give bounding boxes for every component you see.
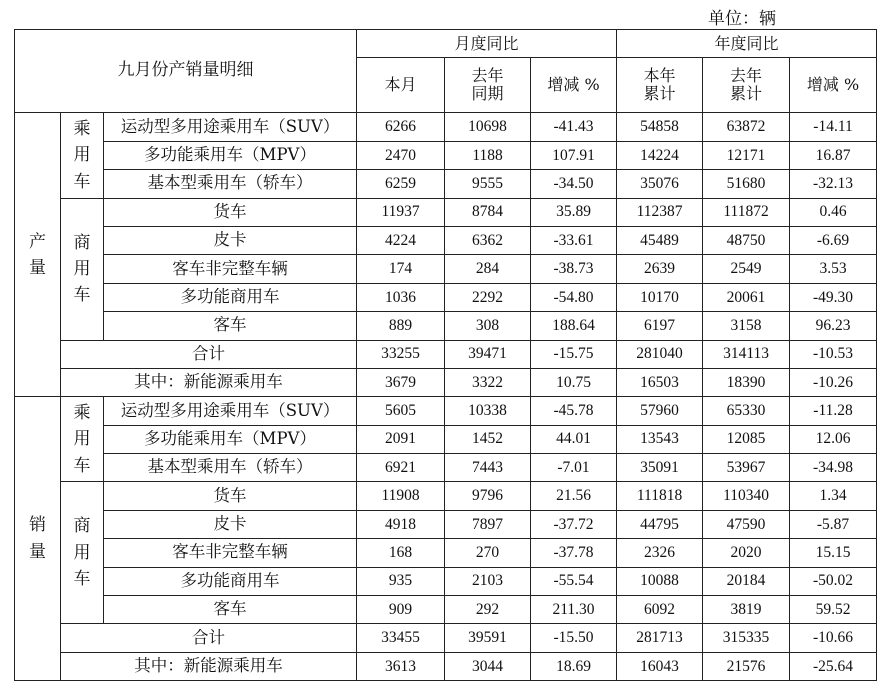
value-cell: 4224 — [357, 226, 445, 254]
group-label: 商 用 车 — [61, 482, 104, 624]
value-cell: 7443 — [445, 454, 531, 482]
value-cell: -50.02 — [790, 567, 877, 595]
value-cell: 65330 — [703, 397, 790, 425]
group-label: 乘 用 车 — [61, 397, 104, 482]
value-cell: 9555 — [445, 170, 531, 198]
value-cell: 33255 — [357, 340, 445, 368]
value-cell: 11908 — [357, 482, 445, 510]
table-row — [15, 312, 877, 340]
value-cell: 270 — [445, 539, 531, 567]
value-cell: 308 — [445, 312, 531, 340]
value-cell: 111818 — [617, 482, 703, 510]
col-last-year-cumulative: 去年 累计 — [703, 58, 790, 113]
value-cell: 18390 — [703, 368, 790, 396]
nev-row — [15, 368, 877, 396]
value-cell: 6259 — [357, 170, 445, 198]
value-cell: 48750 — [703, 226, 790, 254]
value-cell: 0.46 — [790, 198, 877, 226]
table-row — [15, 283, 877, 311]
value-cell: 35.89 — [531, 198, 617, 226]
col-yearly-change: 增减 % — [790, 58, 877, 113]
value-cell: 4918 — [357, 510, 445, 538]
value-cell: 909 — [357, 596, 445, 624]
value-cell: -7.01 — [531, 454, 617, 482]
value-cell: -10.53 — [790, 340, 877, 368]
table-row — [15, 198, 877, 226]
row-name: 合计 — [61, 340, 357, 368]
value-cell: 18.69 — [531, 652, 617, 680]
value-cell: 47590 — [703, 510, 790, 538]
value-cell: 12085 — [703, 425, 790, 453]
value-cell: 3322 — [445, 368, 531, 396]
value-cell: -37.72 — [531, 510, 617, 538]
value-cell: 3613 — [357, 652, 445, 680]
value-cell: 281713 — [617, 624, 703, 652]
value-cell: 44.01 — [531, 425, 617, 453]
row-name: 客车 — [104, 312, 357, 340]
value-cell: 2020 — [703, 539, 790, 567]
value-cell: 2639 — [617, 255, 703, 283]
nev-row — [15, 652, 877, 680]
value-cell: 315335 — [703, 624, 790, 652]
yearly-group-header: 年度同比 — [617, 30, 877, 58]
value-cell: 33455 — [357, 624, 445, 652]
table-row — [15, 567, 877, 595]
value-cell: 112387 — [617, 198, 703, 226]
value-cell: 11937 — [357, 198, 445, 226]
value-cell: -37.78 — [531, 539, 617, 567]
value-cell: 14224 — [617, 141, 703, 169]
value-cell: 13543 — [617, 425, 703, 453]
table-title: 九月份产销量明细 — [15, 30, 357, 113]
value-cell: 2292 — [445, 283, 531, 311]
production-sales-table — [14, 29, 877, 681]
value-cell: 1188 — [445, 141, 531, 169]
total-row — [15, 340, 877, 368]
row-name: 多功能商用车 — [104, 283, 357, 311]
row-name: 皮卡 — [104, 510, 357, 538]
value-cell: 110340 — [703, 482, 790, 510]
value-cell: -15.50 — [531, 624, 617, 652]
value-cell: -10.26 — [790, 368, 877, 396]
row-name: 其中：新能源乘用车 — [61, 652, 357, 680]
row-name: 客车非完整车辆 — [104, 539, 357, 567]
value-cell: -55.54 — [531, 567, 617, 595]
value-cell: -34.50 — [531, 170, 617, 198]
value-cell: 16503 — [617, 368, 703, 396]
value-cell: -38.73 — [531, 255, 617, 283]
value-cell: 3819 — [703, 596, 790, 624]
value-cell: 188.64 — [531, 312, 617, 340]
value-cell: 6197 — [617, 312, 703, 340]
row-name: 皮卡 — [104, 226, 357, 254]
value-cell: -14.11 — [790, 113, 877, 141]
section-label: 产 量 — [15, 113, 61, 397]
total-row — [15, 624, 877, 652]
row-name: 货车 — [104, 482, 357, 510]
value-cell: 15.15 — [790, 539, 877, 567]
value-cell: -49.30 — [790, 283, 877, 311]
value-cell: 39471 — [445, 340, 531, 368]
value-cell: 96.23 — [790, 312, 877, 340]
group-label: 乘 用 车 — [61, 113, 104, 198]
value-cell: 12.06 — [790, 425, 877, 453]
value-cell: 45489 — [617, 226, 703, 254]
value-cell: 44795 — [617, 510, 703, 538]
value-cell: 168 — [357, 539, 445, 567]
table-row — [15, 596, 877, 624]
value-cell: 1452 — [445, 425, 531, 453]
value-cell: -25.64 — [790, 652, 877, 680]
col-last-year-same-period: 去年 同期 — [445, 58, 531, 113]
value-cell: 12171 — [703, 141, 790, 169]
value-cell: 10170 — [617, 283, 703, 311]
value-cell: 16043 — [617, 652, 703, 680]
value-cell: 39591 — [445, 624, 531, 652]
value-cell: 2103 — [445, 567, 531, 595]
section-label: 销 量 — [15, 397, 61, 681]
value-cell: 107.91 — [531, 141, 617, 169]
value-cell: 1.34 — [790, 482, 877, 510]
monthly-group-header: 月度同比 — [357, 30, 617, 58]
value-cell: 10088 — [617, 567, 703, 595]
value-cell: 5605 — [357, 397, 445, 425]
value-cell: 6362 — [445, 226, 531, 254]
row-name: 合计 — [61, 624, 357, 652]
value-cell: -54.80 — [531, 283, 617, 311]
row-name: 运动型多用途乘用车（SUV） — [104, 113, 357, 141]
row-name: 客车 — [104, 596, 357, 624]
value-cell: 16.87 — [790, 141, 877, 169]
row-name: 多功能乘用车（MPV） — [104, 141, 357, 169]
value-cell: 889 — [357, 312, 445, 340]
table-row — [15, 482, 877, 510]
row-name: 多功能乘用车（MPV） — [104, 425, 357, 453]
value-cell: 20184 — [703, 567, 790, 595]
value-cell: 10698 — [445, 113, 531, 141]
table-row — [15, 454, 877, 482]
table-row — [15, 539, 877, 567]
value-cell: 314113 — [703, 340, 790, 368]
col-monthly-change: 增减 % — [531, 58, 617, 113]
row-name: 客车非完整车辆 — [104, 255, 357, 283]
col-this-year-cumulative: 本年 累计 — [617, 58, 703, 113]
value-cell: -41.43 — [531, 113, 617, 141]
value-cell: 51680 — [703, 170, 790, 198]
value-cell: 292 — [445, 596, 531, 624]
table-row — [15, 397, 877, 425]
value-cell: 3044 — [445, 652, 531, 680]
group-label: 商 用 车 — [61, 198, 104, 340]
value-cell: 281040 — [617, 340, 703, 368]
value-cell: 211.30 — [531, 596, 617, 624]
value-cell: 35091 — [617, 454, 703, 482]
value-cell: 21576 — [703, 652, 790, 680]
value-cell: 1036 — [357, 283, 445, 311]
value-cell: 3.53 — [790, 255, 877, 283]
value-cell: 63872 — [703, 113, 790, 141]
value-cell: 35076 — [617, 170, 703, 198]
value-cell: 21.56 — [531, 482, 617, 510]
row-name: 货车 — [104, 198, 357, 226]
table-body — [15, 113, 877, 681]
value-cell: 174 — [357, 255, 445, 283]
unit-label: 单位：辆 — [708, 9, 776, 29]
value-cell: 6921 — [357, 454, 445, 482]
value-cell: 2470 — [357, 141, 445, 169]
value-cell: 7897 — [445, 510, 531, 538]
value-cell: -10.66 — [790, 624, 877, 652]
row-name: 运动型多用途乘用车（SUV） — [104, 397, 357, 425]
table-row — [15, 170, 877, 198]
col-this-month: 本月 — [357, 58, 445, 113]
table-row — [15, 226, 877, 254]
value-cell: -34.98 — [790, 454, 877, 482]
value-cell: 9796 — [445, 482, 531, 510]
value-cell: 3158 — [703, 312, 790, 340]
value-cell: 8784 — [445, 198, 531, 226]
value-cell: 57960 — [617, 397, 703, 425]
value-cell: 10.75 — [531, 368, 617, 396]
row-name: 多功能商用车 — [104, 567, 357, 595]
value-cell: 53967 — [703, 454, 790, 482]
table-row — [15, 425, 877, 453]
value-cell: -45.78 — [531, 397, 617, 425]
row-name: 其中：新能源乘用车 — [61, 368, 357, 396]
value-cell: 54858 — [617, 113, 703, 141]
value-cell: 935 — [357, 567, 445, 595]
value-cell: 10338 — [445, 397, 531, 425]
value-cell: -6.69 — [790, 226, 877, 254]
value-cell: -15.75 — [531, 340, 617, 368]
value-cell: -33.61 — [531, 226, 617, 254]
value-cell: 284 — [445, 255, 531, 283]
value-cell: 2326 — [617, 539, 703, 567]
value-cell: 6092 — [617, 596, 703, 624]
value-cell: -5.87 — [790, 510, 877, 538]
row-name: 基本型乘用车（轿车） — [104, 454, 357, 482]
row-name: 基本型乘用车（轿车） — [104, 170, 357, 198]
value-cell: 3679 — [357, 368, 445, 396]
value-cell: 111872 — [703, 198, 790, 226]
value-cell: 59.52 — [790, 596, 877, 624]
table-row — [15, 141, 877, 169]
value-cell: 20061 — [703, 283, 790, 311]
value-cell: 6266 — [357, 113, 445, 141]
value-cell: -11.28 — [790, 397, 877, 425]
table-row — [15, 510, 877, 538]
value-cell: -32.13 — [790, 170, 877, 198]
table-row — [15, 113, 877, 141]
table-row — [15, 255, 877, 283]
value-cell: 2549 — [703, 255, 790, 283]
value-cell: 2091 — [357, 425, 445, 453]
